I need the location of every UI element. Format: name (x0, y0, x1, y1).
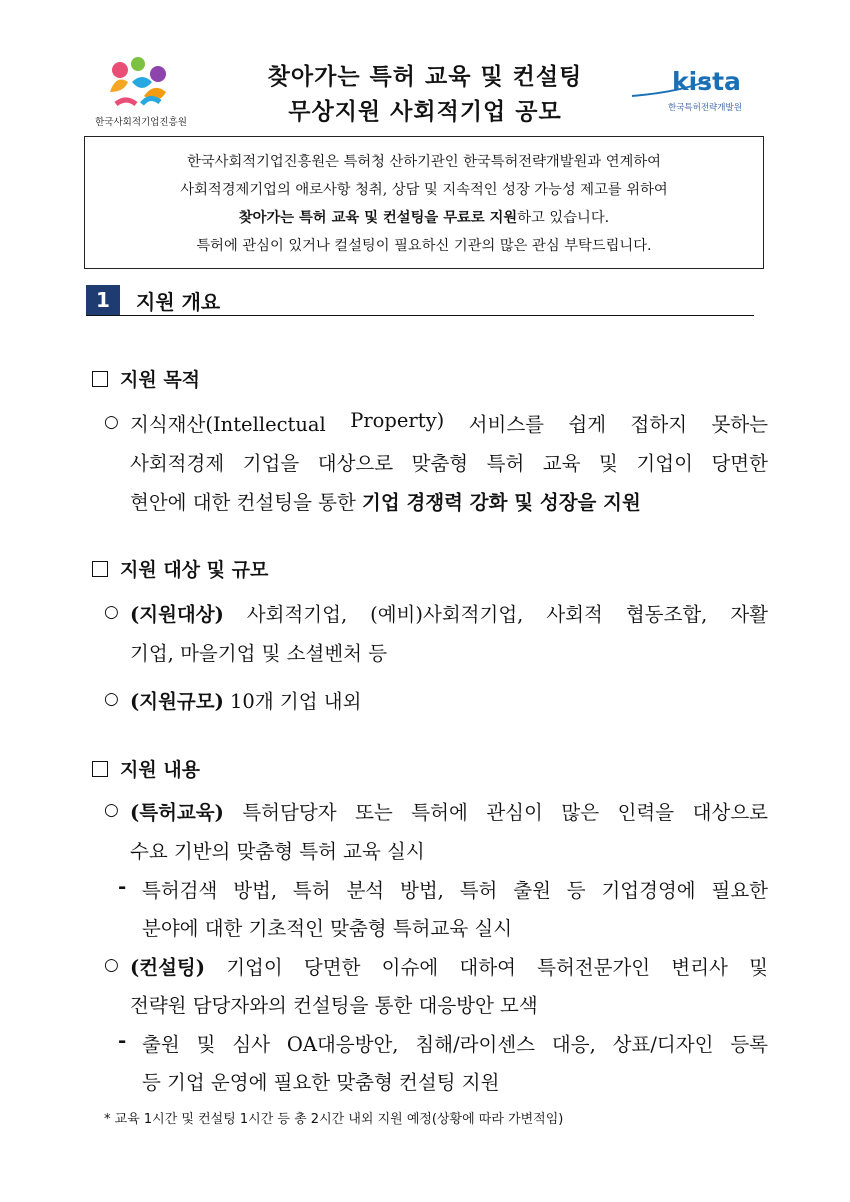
word: 출원 (513, 879, 551, 902)
education-label: (특허교육) (130, 801, 224, 824)
checkbox-square-icon (92, 561, 108, 577)
scale-text: 10개 기업 내외 (223, 690, 362, 713)
purpose-line-2 (130, 448, 768, 476)
word: 대응, (551, 1033, 596, 1056)
intro-line-4: 특허에 관심이 있거나 컬설팅이 필요하신 기관의 많은 관심 부탁드립니다. (196, 238, 652, 254)
word: 대하여 (459, 956, 516, 979)
bullet-circle-icon: ○ (104, 412, 119, 432)
word: 특허담당자 (242, 801, 337, 824)
subheading-purpose-label: 지원 목적 (120, 369, 201, 391)
word: 특허에 (411, 801, 468, 824)
bullet-circle-icon: ○ (104, 955, 119, 975)
footnote: * 교육 1시간 및 컨설팅 1시간 등 총 2시간 내외 지원 예정(상황에 따라 가변적임) (104, 1112, 564, 1127)
education-line-2: 수요 기반의 맞춤형 특허 교육 실시 (130, 840, 425, 863)
target-label: (지원대상) (130, 603, 224, 626)
word: Property) (350, 409, 445, 432)
word: 기업이 (636, 452, 693, 475)
intro-emphasis: 찾아가는 특허 교육 및 컨설팅을 무료로 지원 (238, 210, 518, 226)
word: 기업경영에 (601, 879, 696, 902)
subheading-content-label: 지원 내용 (120, 759, 201, 781)
kista-logo-word: kista (672, 67, 741, 96)
word: 기업이 (226, 956, 283, 979)
word: 분석 (346, 879, 385, 902)
word: 출원 (142, 1033, 180, 1056)
section-title: 지원 개요 (136, 290, 221, 314)
word: 방법, (233, 879, 278, 902)
word: 접하지 (630, 413, 688, 436)
word: 이슈에 (381, 956, 439, 979)
subheading-target-label: 지원 대상 및 규모 (120, 559, 269, 581)
subheading-purpose (92, 365, 200, 392)
word: 및 (599, 452, 618, 475)
word: 인력을 (617, 801, 675, 824)
word: 대상으로 (692, 801, 768, 824)
word: 특허 (459, 879, 498, 902)
consulting-label: (컨설팅) (130, 956, 205, 979)
scale-label: (지원규모) (130, 690, 224, 713)
word: 또는 (355, 801, 393, 824)
word: 상표/디자인 (612, 1033, 714, 1056)
purpose-emphasis: 기업 경쟁력 강화 및 성장을 지원 (362, 491, 641, 514)
word: 맞춤형 (411, 452, 469, 475)
word: 자활 (730, 603, 768, 626)
word: 못하는 (711, 413, 768, 436)
word: 사회적기업, (246, 603, 348, 626)
consulting-sub-line-1 (142, 1029, 768, 1057)
page-title-line1: 찾아가는 특허 교육 및 컨설팅 (267, 64, 583, 90)
word: 등 (566, 879, 586, 902)
target-line-1 (130, 599, 768, 627)
word: 당면한 (303, 956, 361, 979)
purpose-line-1 (130, 409, 768, 437)
intro-line-2: 사회적경제기업의 애로사항 청취, 상담 및 지속적인 성장 가능성 제고를 위하여 (180, 182, 668, 198)
consulting-sub-line-2: 등 기업 운영에 필요한 맞춤형 컨설팅 지원 (142, 1071, 500, 1094)
word: 사회적경제 (130, 452, 225, 475)
education-sub-line-2: 분야에 대한 기초적인 맞춤형 특허교육 실시 (142, 917, 513, 940)
bullet-circle-icon: ○ (104, 800, 119, 820)
scale-line (130, 686, 361, 714)
checkbox-square-icon (92, 761, 108, 777)
consulting-line-2: 전략원 담당자와의 컨설팅을 통한 대응방안 모색 (130, 994, 538, 1017)
intro-line-1: 한국사회적기업진흥원은 특허청 산하기관인 한국특허전략개발원과 연계하여 (187, 154, 661, 170)
section-divider (86, 315, 754, 316)
section-number: 1 (86, 285, 120, 315)
purpose-line-3-text: 현안에 대한 컨설팅을 통한 (130, 491, 363, 514)
kosea-logo-caption: 한국사회적기업진흥원 (95, 117, 187, 128)
intro-line-3-rest: 하고 있습니다. (517, 210, 610, 226)
subheading-content (92, 755, 200, 782)
word: 협동조합, (625, 603, 708, 626)
word: (예비)사회적기업, (370, 603, 524, 626)
word: 방법, (399, 879, 444, 902)
education-sub-line-1 (142, 875, 768, 903)
word: 사회적 (546, 603, 603, 626)
word: 관심이 (486, 801, 543, 824)
intro-line-3 (84, 207, 764, 227)
word: OA대응방안, (286, 1033, 399, 1056)
word: 쉽게 (568, 413, 607, 436)
word: 침해/라이센스 (415, 1033, 535, 1056)
target-line-2: 기업, 마을기업 및 소셜벤처 등 (130, 642, 388, 665)
checkbox-square-icon (92, 371, 108, 387)
word: 및 (749, 956, 768, 979)
word: 대상으로 (317, 452, 394, 475)
subheading-target (92, 555, 268, 582)
dash-marker: - (118, 1028, 127, 1052)
word: 특허전문가인 (537, 956, 651, 979)
page-title-line2: 무상지원 사회적기업 공모 (288, 99, 562, 125)
word: 당면한 (711, 452, 768, 475)
word: 필요한 (711, 879, 768, 902)
word: 지식재산(Intellectual (130, 413, 326, 436)
kista-logo-caption: 한국특허전략개발원 (668, 103, 742, 113)
bullet-circle-icon: ○ (104, 602, 119, 622)
word: 심사 (232, 1033, 270, 1056)
consulting-line-1 (130, 952, 768, 980)
bullet-circle-icon: ○ (104, 689, 119, 709)
dash-marker: - (118, 874, 127, 898)
word: 특허검색 (142, 879, 218, 902)
word: 교육 (542, 452, 581, 475)
word: 서비스를 (468, 413, 544, 436)
word: 등록 (730, 1033, 768, 1056)
word: 변리사 (671, 956, 728, 979)
word: 특허 (292, 879, 331, 902)
word: 기업을 (242, 452, 300, 475)
purpose-line-3 (130, 487, 641, 515)
word: 많은 (561, 801, 600, 824)
education-line-1 (130, 797, 768, 825)
word: 및 (196, 1033, 216, 1056)
word: 특허 (486, 452, 525, 475)
